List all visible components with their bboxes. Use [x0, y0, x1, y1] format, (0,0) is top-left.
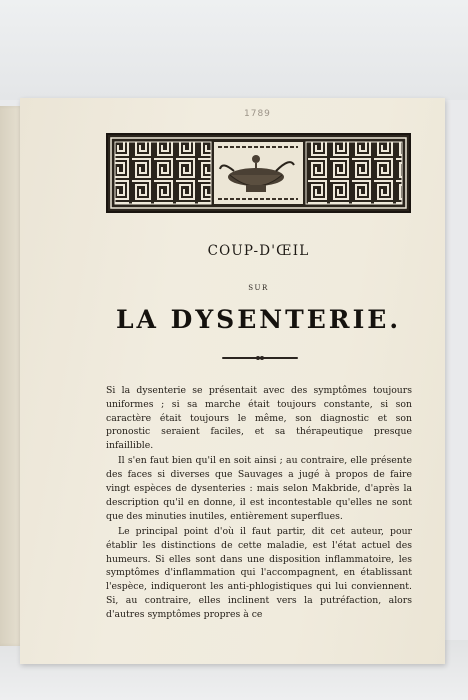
- pencil-mark: 1789: [244, 109, 271, 119]
- backdrop-top: [0, 0, 468, 100]
- body-text: [106, 384, 412, 623]
- title-sur: SUR: [248, 284, 269, 292]
- main-title: LA DYSENTERIE.: [115, 305, 402, 334]
- paragraph-2: Il s'en faut bien qu'il en soit ainsi ; au contraire, elle présente des faces si diverses que Sauvages a jugé à propos de faire vingt espèces de dysenteries : mais selon Makbride, d'après la description qu'il en donne, il est incontestable qu'elles ne sont que des minuties inutiles, entièrement superflues.: [106, 455, 412, 522]
- title-coup-doeil: COUP-D'ŒIL: [207, 243, 310, 259]
- paragraph-1: Si la dysenterie se présentait avec des symptômes toujours uniformes ; si sa marche était toujours constante, si son caractère était toujours le même, son diagnostic et son pronostic seraient faciles, et sa thérapeutique presque infaillible.: [106, 385, 412, 452]
- decorative-rule: [222, 357, 298, 359]
- headpiece-graphic: [108, 135, 409, 211]
- ornamental-headpiece: [106, 133, 411, 213]
- paragraph-3: Le principal point d'où il faut partir, dit cet auteur, pour établir les distinctions de cette maladie, est l'état actuel des humeurs. Si elles sont dans une disposition inflammatoire, les symptômes d'inflammation qui l'accompagnent, en établissant l'espèce, indiqueront les anti-phlogistiques qui lui conviennent. Si, au contraire, elles inclinent vers la putréfaction, alors d'autres symptômes propres à ce: [106, 525, 412, 620]
